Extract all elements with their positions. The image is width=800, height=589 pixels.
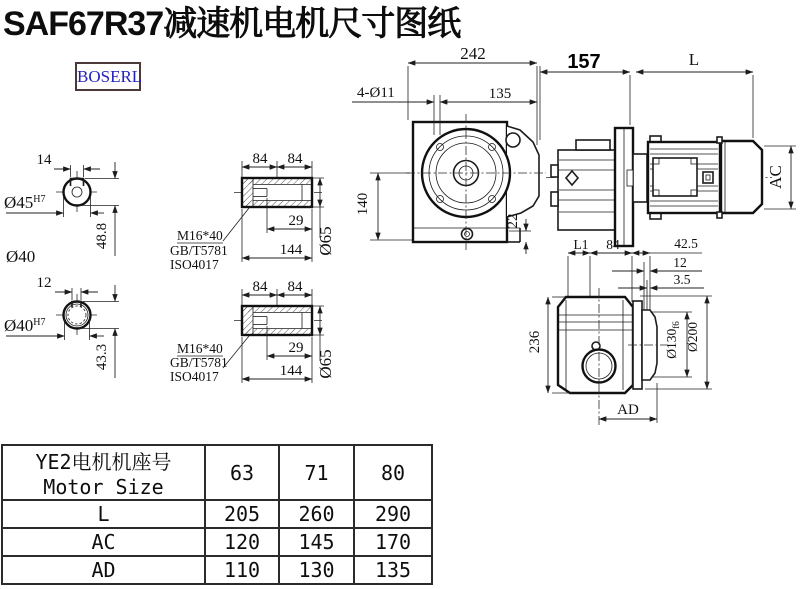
motor-adapter — [633, 154, 647, 202]
dim-12-label: 12 — [673, 255, 687, 270]
bore-circle — [64, 302, 91, 329]
screw-label: M16*40 — [177, 228, 223, 243]
header-label-cn: YE2电机机座号 — [35, 450, 172, 474]
page-title: SAF67R37减速机电机尺寸图纸 — [3, 5, 461, 43]
value-cell: 110 — [205, 556, 279, 584]
dim-keyway-depth — [79, 285, 119, 378]
screw-label: M16*40 — [177, 341, 223, 356]
value-cell: 120 — [205, 528, 279, 556]
bore-dia-label: $Ø45^{H7}$ — [4, 193, 46, 212]
row-label: AD — [2, 556, 205, 584]
header-label-cell — [2, 445, 205, 500]
dim-84-84 — [242, 279, 312, 305]
screw-callout — [170, 208, 249, 272]
bore-dia-label: $Ø40^{H7}$ — [4, 316, 46, 335]
value-cell: 205 — [205, 500, 279, 528]
shaft-dia-label: Ø40 — [6, 247, 36, 266]
brand-logo: BOSERL — [75, 62, 141, 91]
motor-size-table — [1, 444, 433, 585]
gb-standard-label: GB/T5781 — [170, 243, 228, 258]
row-label: L — [2, 500, 205, 528]
dim-keyway-width — [37, 152, 101, 177]
dim-12-label: 12 — [36, 275, 52, 291]
sleeve-section-view-top — [170, 151, 335, 272]
dim-84-label: 84 — [606, 237, 620, 252]
dim-140 — [355, 173, 412, 240]
dim-144-label: 144 — [279, 363, 303, 379]
motor-side-view — [540, 50, 796, 246]
dim-48-8-label: 48.8 — [94, 222, 110, 250]
value-cell: 170 — [354, 528, 432, 556]
dim-22-label: 22 — [505, 213, 521, 229]
drain-plug — [462, 229, 473, 240]
value-cell: 130 — [279, 556, 354, 584]
dim-236-label: 236 — [527, 330, 543, 354]
dim-14-label: 14 — [36, 152, 52, 168]
holes-label: 4-Ø11 — [357, 85, 395, 101]
dim-29-label: 29 — [288, 213, 304, 229]
dim-22 — [505, 214, 531, 255]
dia-65-label: Ø65 — [316, 226, 335, 256]
row-label: AC — [2, 528, 205, 556]
value-cell: 135 — [354, 556, 432, 584]
dim-157 — [540, 51, 630, 140]
motor-frame-panel — [653, 158, 697, 196]
dim-242-label: 242 — [460, 44, 486, 63]
dim-AD-label: AD — [617, 402, 639, 418]
dim-157-label: 157 — [567, 51, 601, 73]
table-row-AC — [2, 528, 432, 556]
dim-135 — [440, 86, 537, 102]
bore-circle — [64, 179, 91, 206]
dia-65-label: Ø65 — [316, 349, 335, 379]
output-shaft-bore-view — [4, 275, 119, 378]
gb-standard-label: GB/T5781 — [170, 355, 228, 370]
motor-size-71: 71 — [279, 445, 354, 500]
dim-L1-label: L1 — [573, 237, 589, 252]
motor-size-80: 80 — [354, 445, 432, 500]
table-row-L — [2, 500, 432, 528]
table-row-AD — [2, 556, 432, 584]
dim-84-left-label: 84 — [252, 151, 268, 167]
input-shaft-bore-view — [4, 152, 119, 266]
dim-144-label: 144 — [279, 242, 303, 258]
dim-42-5-label: 42.5 — [674, 236, 698, 251]
value-cell: 145 — [279, 528, 354, 556]
gearbox-front-view — [352, 44, 546, 254]
dim-140-label: 140 — [355, 192, 371, 216]
table-header-row — [2, 445, 432, 500]
dim-AC — [764, 146, 796, 209]
dim-29-label: 29 — [288, 340, 304, 356]
dim-84-84 — [242, 151, 312, 177]
header-label-en: Motor Size — [43, 475, 164, 499]
dim-135-label: 135 — [488, 86, 512, 102]
dim-L — [636, 50, 753, 138]
dia-200-label: Ø200 — [685, 322, 700, 352]
dim-keyway-width — [37, 275, 99, 300]
dim-43-3-label: 43.3 — [94, 343, 110, 371]
motor-size-63: 63 — [205, 445, 279, 500]
dim-AC-label: AC — [766, 165, 785, 189]
dia-130-label: $Ø130_{f6}$ — [664, 321, 681, 359]
screw-callout — [170, 336, 249, 384]
dim-3-5-label: 3.5 — [673, 272, 691, 287]
dim-keyway-depth — [79, 162, 119, 256]
value-cell: 290 — [354, 500, 432, 528]
fan-cover — [721, 141, 762, 213]
sleeve-section-view-bottom — [170, 279, 335, 384]
dim-84-left-label: 84 — [252, 279, 268, 295]
value-cell: 260 — [279, 500, 354, 528]
iso-standard-label: ISO4017 — [170, 257, 219, 272]
dim-L-label: L — [688, 50, 700, 69]
dim-84-right-label: 84 — [287, 279, 303, 295]
output-flange-view — [527, 236, 712, 426]
dim-84-right-label: 84 — [287, 151, 303, 167]
iso-standard-label: ISO4017 — [170, 369, 219, 384]
